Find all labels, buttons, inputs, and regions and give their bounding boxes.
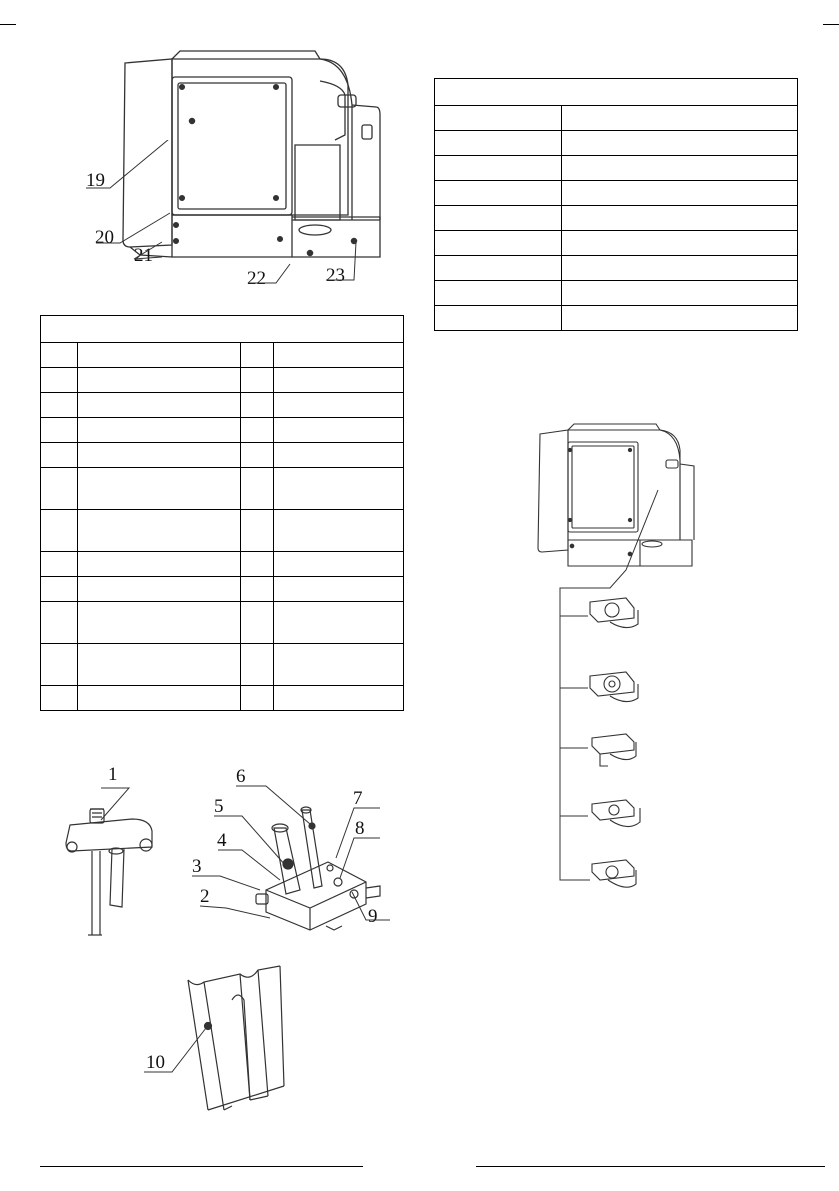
specifications-table bbox=[434, 78, 798, 331]
table-row bbox=[435, 156, 798, 181]
table-header-row bbox=[435, 79, 798, 106]
footer-rule-left bbox=[40, 1166, 363, 1167]
callout-leaders-parts bbox=[190, 780, 400, 930]
table-row bbox=[41, 602, 404, 644]
table-row bbox=[435, 231, 798, 256]
callout-7: 7 bbox=[353, 788, 363, 809]
callout-5: 5 bbox=[214, 796, 224, 817]
callout-4: 4 bbox=[217, 830, 227, 851]
callout-10: 10 bbox=[146, 1052, 165, 1073]
callout-9: 9 bbox=[368, 906, 378, 927]
table-header-row bbox=[41, 316, 404, 343]
table-row bbox=[41, 686, 404, 711]
callout-19: 19 bbox=[86, 170, 105, 191]
callout-leader-10 bbox=[140, 1022, 210, 1082]
table-row bbox=[435, 106, 798, 131]
callout-leaders-top bbox=[80, 140, 380, 300]
table-row bbox=[435, 206, 798, 231]
table-row bbox=[41, 443, 404, 468]
table-row bbox=[41, 468, 404, 510]
callout-6: 6 bbox=[236, 766, 246, 787]
table-row bbox=[435, 181, 798, 206]
machine-with-adapters-drawing bbox=[530, 420, 710, 900]
callout-21: 21 bbox=[134, 245, 153, 266]
callout-leader-1 bbox=[95, 784, 135, 824]
table-row bbox=[41, 343, 404, 368]
callout-2: 2 bbox=[200, 886, 210, 907]
callout-8: 8 bbox=[355, 818, 365, 839]
callout-23: 23 bbox=[326, 265, 345, 286]
table-row bbox=[435, 306, 798, 331]
callout-22: 22 bbox=[247, 268, 266, 289]
table-row bbox=[41, 552, 404, 577]
callout-3: 3 bbox=[192, 856, 202, 877]
table-row bbox=[41, 418, 404, 443]
table-row bbox=[435, 256, 798, 281]
table-row bbox=[41, 510, 404, 552]
footer-rule-right bbox=[476, 1166, 825, 1167]
crop-mark-top-left bbox=[0, 24, 16, 25]
table-row bbox=[435, 131, 798, 156]
table-row bbox=[41, 644, 404, 686]
table-row bbox=[41, 577, 404, 602]
table-row bbox=[41, 368, 404, 393]
parts-list-table bbox=[40, 315, 404, 711]
table-row bbox=[435, 281, 798, 306]
callout-1: 1 bbox=[108, 764, 118, 785]
table-row bbox=[41, 393, 404, 418]
callout-20: 20 bbox=[95, 227, 114, 248]
crop-mark-top-right bbox=[823, 24, 839, 25]
